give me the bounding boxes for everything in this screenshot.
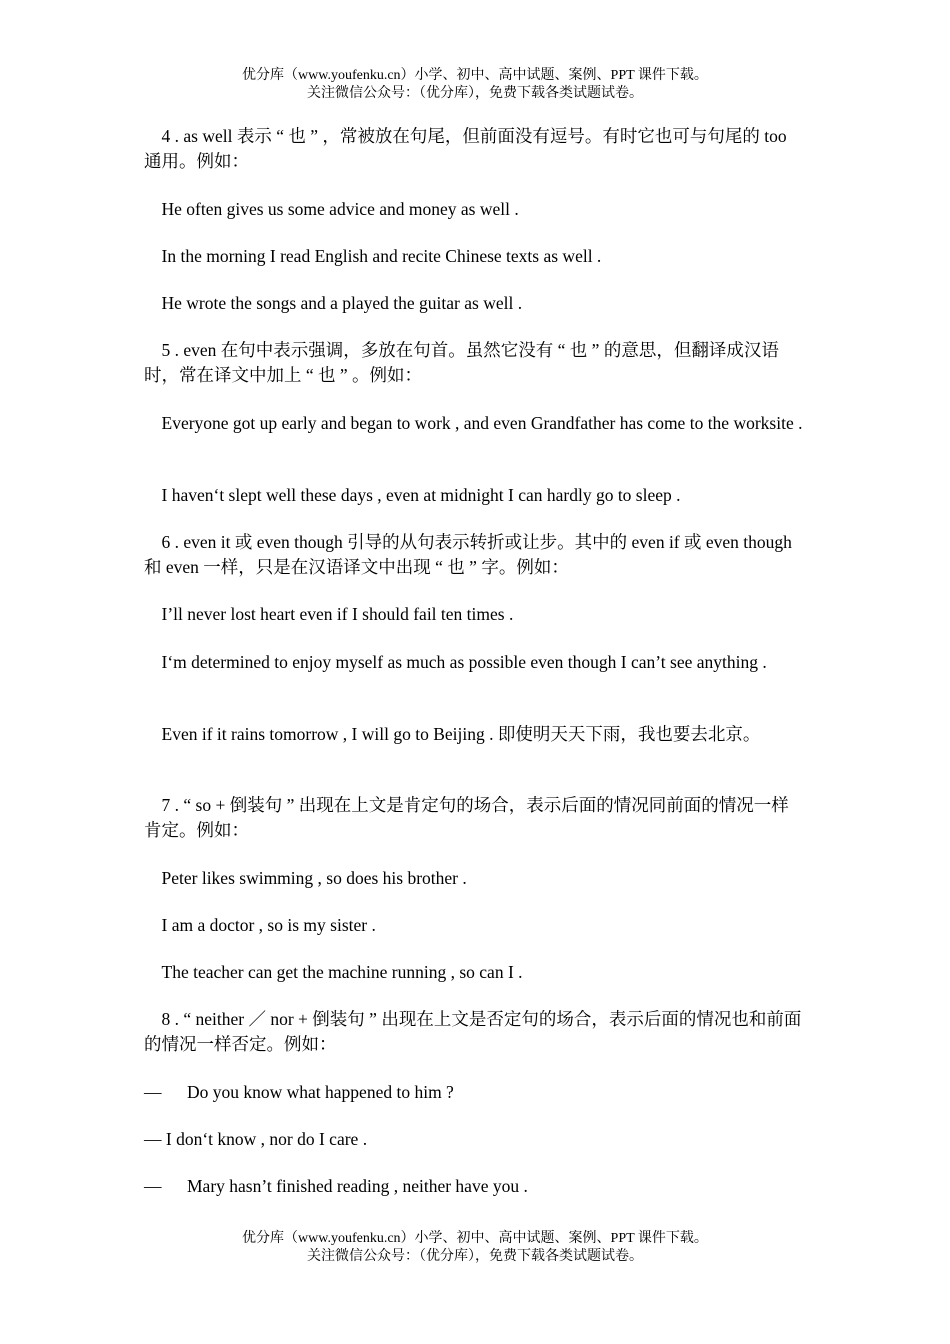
dialogue-text-1: Do you know what happened to him ? bbox=[187, 1082, 454, 1102]
header-line-2: 关注微信公众号：（优分库），免费下载各类试题试卷。 bbox=[307, 86, 643, 101]
example-7-1: Peter likes swimming , so does his brother . bbox=[144, 868, 467, 888]
paragraph-4: 4 . as well 表示 “ 也 ” ，常被放在句尾，但前面没有逗号。有时它也可与句尾的 too 通用。例如： bbox=[144, 126, 791, 171]
dash-mark: — bbox=[144, 1082, 162, 1102]
example-7-2: I am a doctor , so is my sister . bbox=[144, 915, 376, 935]
paragraph-6: 6 . even it 或 even though 引导的从句表示转折或让步。其中的 even if 或 even though 和 even 一样，只是在汉语译文中出现 “ 也 ” 字。例如： bbox=[144, 532, 797, 577]
example-4-2: In the morning I read English and recite Chinese texts as well . bbox=[144, 246, 602, 266]
paragraph-8: 8 . “ neither ／ nor + 倒装句 ” 出现在上文是否定句的场合，表示后面的情况也和前面的情况一样否定。例如： bbox=[144, 1009, 802, 1054]
example-5-1: Everyone got up early and began to work , and even Grandfather has come to the worksite . bbox=[144, 413, 803, 433]
example-6-3: Even if it rains tomorrow , I will go to Beijing . 即使明天天下雨，我也要去北京。 bbox=[144, 724, 761, 744]
footer-line-1: 优分库（www.youfenku.cn）小学、初中、高中试题、案例、PPT 课件下载。 bbox=[242, 1231, 708, 1246]
dash-mark: — bbox=[144, 1176, 162, 1196]
example-6-2: I‘m determined to enjoy myself as much as possible even though I can’t see anything . bbox=[144, 652, 767, 672]
dialogue-line-3 bbox=[144, 1174, 844, 1199]
header-line-1: 优分库（www.youfenku.cn）小学、初中、高中试题、案例、PPT 课件下载。 bbox=[242, 68, 708, 83]
paragraph-5: 5 . even 在句中表示强调，多放在句首。虽然它没有 “ 也 ” 的意思，但翻译成汉语时，常在译文中加上 “ 也 ” 。例如： bbox=[144, 340, 779, 385]
example-7-3: The teacher can get the machine running , so can I . bbox=[144, 962, 523, 982]
example-6-1: I’ll never lost heart even if I should fail ten times . bbox=[144, 604, 514, 624]
dialogue-text-3: Mary hasn’t finished reading , neither have you . bbox=[187, 1176, 528, 1196]
page-header bbox=[0, 67, 950, 103]
example-5-2: I haven‘t slept well these days , even at midnight I can hardly go to sleep . bbox=[144, 485, 681, 505]
page-footer bbox=[0, 1230, 950, 1266]
example-4-3: He wrote the songs and a played the guitar as well . bbox=[144, 293, 523, 313]
dialogue-line-1 bbox=[144, 1080, 844, 1105]
footer-line-2: 关注微信公众号：（优分库），免费下载各类试题试卷。 bbox=[307, 1249, 643, 1264]
example-4-1: He often gives us some advice and money as well . bbox=[144, 199, 519, 219]
paragraph-7: 7 . “ so + 倒装句 ” 出现在上文是肯定句的场合，表示后面的情况同前面的情况一样肯定。例如： bbox=[144, 795, 789, 840]
dialogue-line-2: — I don‘t know , nor do I care . bbox=[144, 1129, 368, 1149]
